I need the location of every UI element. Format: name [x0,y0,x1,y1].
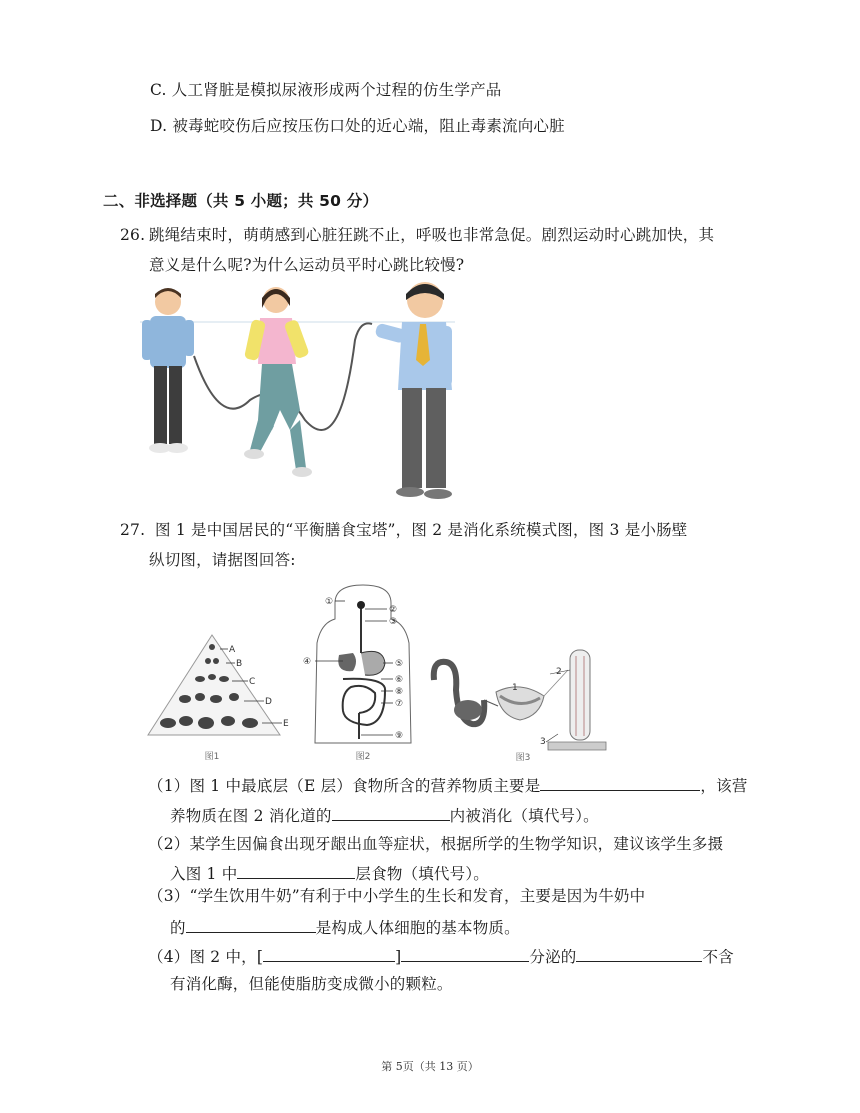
sub1-text-a: （1）图 1 中最底层（E 层）食物所含的营养物质主要是 [148,777,541,795]
sub3-line-1: （3）“学生饮用牛奶”有利于中小学生的生长和发育，主要是因为牛奶中 [148,887,646,905]
option-d: D. 被毒蛇咬伤后应按压伤口处的近心端，阻止毒素流向心脏 [150,117,565,135]
sub4-line-2: 有消化酶，但能使脂肪变成微小的颗粒。 [170,975,453,993]
pyramid-label-b: B [236,659,243,669]
answer-blank-2[interactable] [332,804,450,821]
sub1-line-1 [148,774,748,796]
fig3-label-1: 1 [512,683,518,693]
fig3-caption: 图3 [515,753,531,763]
sub4-line-1 [148,945,734,967]
answer-blank-6[interactable] [401,945,529,962]
sub4-text-c: 分泌的 [529,948,577,966]
q27-line-1: 图 1 是中国居民的“平衡膳食宝塔”，图 2 是消化系统模式图，图 3 是小肠壁 [155,521,688,539]
small-intestine-figure [428,640,608,765]
food-pyramid-figure [140,625,300,765]
fig2-caption: 图2 [355,752,371,762]
answer-blank-1[interactable] [540,774,700,791]
organ-label-5: ⑤ [395,659,404,669]
organ-label-3: ③ [389,617,398,627]
sub1-line-2 [170,804,599,826]
organ-label-9: ⑨ [395,731,404,741]
sub3-line-2 [170,916,520,938]
sub2-text-b: 入图 1 中 [170,865,238,883]
organ-label-6: ⑥ [395,675,404,685]
answer-blank-5[interactable] [263,945,395,962]
jump-rope-illustration [140,280,455,510]
answer-blank-7[interactable] [576,945,702,962]
q26-line-2: 意义是什么呢?为什么运动员平时心跳比较慢? [149,256,465,274]
sub3-text-b: 的 [170,919,186,937]
answer-blank-4[interactable] [186,916,316,933]
sub2-line-2 [170,862,489,884]
organ-label-2: ② [389,605,398,615]
sub4-text-b: ] [395,948,402,966]
organ-label-4: ④ [303,657,312,667]
pyramid-label-a: A [229,645,236,655]
sub1-text-b: ，该营 [700,777,748,795]
q27-number: 27. [120,521,146,539]
pyramid-label-d: D [265,697,272,707]
digestive-system-figure [295,583,425,765]
fig3-label-3: 3 [540,737,546,747]
organ-label-1: ① [325,597,334,607]
sub2-text-c: 层食物（填代号）。 [355,865,489,883]
option-c: C. 人工肾脏是模拟尿液形成两个过程的仿生学产品 [150,81,502,99]
sub4-text-d: 不含 [702,948,734,966]
organ-label-8: ⑧ [395,687,404,697]
organ-label-7: ⑦ [395,699,404,709]
answer-blank-3[interactable] [237,862,355,879]
q26-number: 26. [120,226,146,244]
page-footer: 第 5页（共 13 页） [381,1060,479,1073]
section-title: 二、非选择题（共 5 小题；共 50 分） [103,192,379,210]
sub3-text-c: 是构成人体细胞的基本物质。 [315,919,520,937]
pyramid-label-c: C [249,677,256,687]
q27-line-2: 纵切图，请据图回答: [149,551,296,569]
q26-line-1: 跳绳结束时，萌萌感到心脏狂跳不止，呼吸也非常急促。剧烈运动时心跳加快，其 [149,226,715,244]
sub1-text-d: 内被消化（填代号）。 [449,807,599,825]
fig3-label-2: 2 [556,667,562,677]
fig1-caption: 图1 [204,752,220,762]
pyramid-label-e: E [283,719,289,729]
sub1-text-c: 养物质在图 2 消化道的 [170,807,332,825]
sub2-line-1: （2）某学生因偏食出现牙龈出血等症状，根据所学的生物学知识，建议该学生多摄 [148,835,724,853]
sub4-text-a: （4）图 2 中，[ [148,948,264,966]
